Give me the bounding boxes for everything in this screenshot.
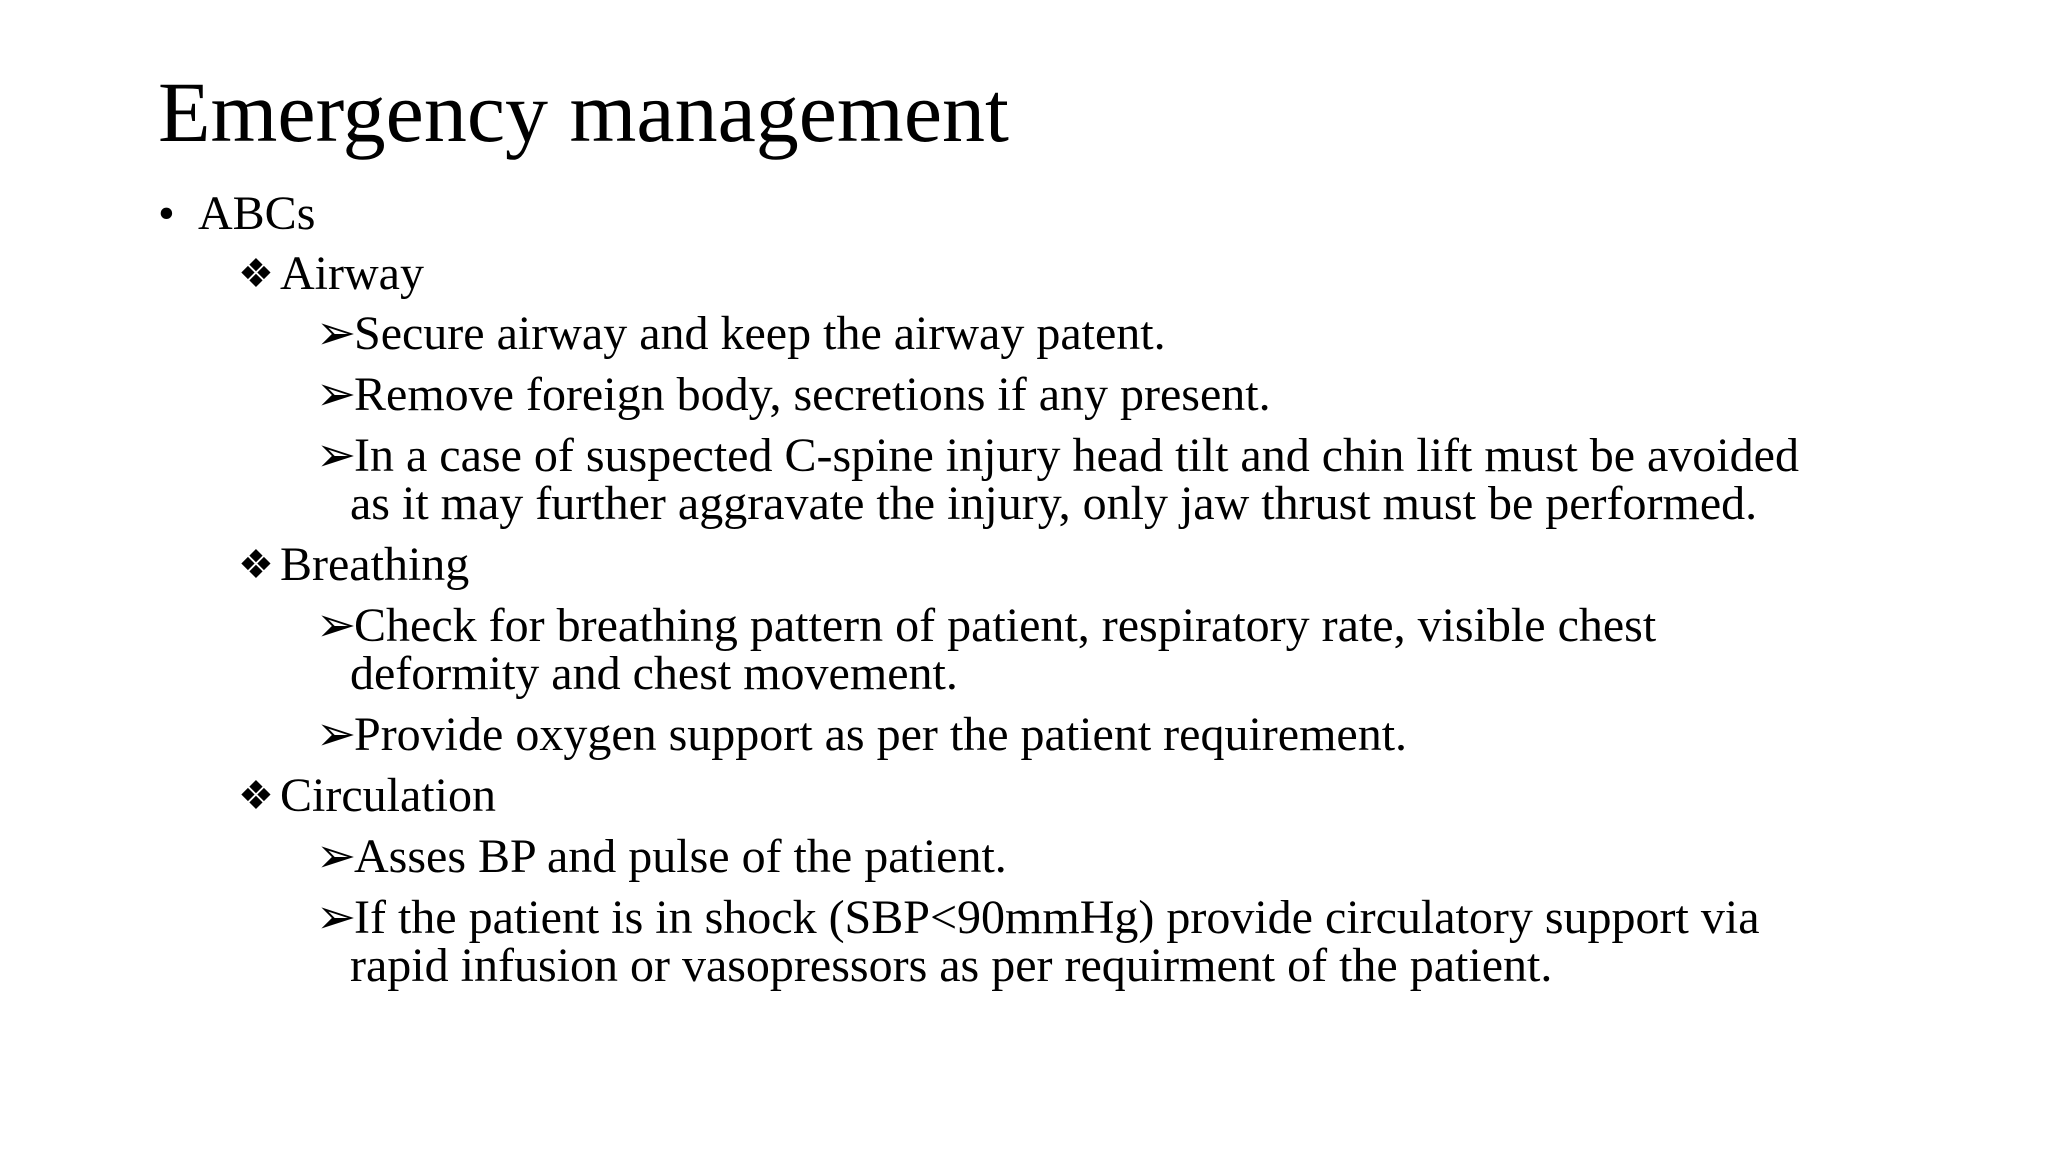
circulation-shock-line2: rapid infusion or vasopressors as per requirment of the patient. [350,939,1553,992]
airway-heading: Airway [280,247,424,300]
abcs-label: ABCs [198,187,316,240]
airway-item-text: Remove foreign body, secretions if any present. [354,368,1271,421]
arrow-bullet-icon: ➢ [316,307,357,360]
slide-title: Emergency management [158,64,1009,160]
circulation-shock-line1: If the patient is in shock (SBP<90mmHg) provide circulatory support via [354,891,1760,944]
arrow-bullet-icon: ➢ [316,599,357,652]
circulation-heading: Circulation [280,769,496,822]
airway-item [316,369,1271,421]
breathing-oxygen-text: Provide oxygen support as per the patient requirement. [354,708,1408,761]
circulation-assess-text: Asses BP and pulse of the patient. [354,830,1007,883]
bullet-airway [238,248,424,300]
breathing-check-line2: deformity and chest movement. [350,647,958,700]
breathing-check-line1: Check for breathing pattern of patient, respiratory rate, visible chest [354,599,1657,652]
diamond-bullet-icon: ❖ [238,773,274,818]
diamond-bullet-icon: ❖ [238,542,274,587]
diamond-bullet-icon: ❖ [238,251,274,296]
arrow-bullet-icon: ➢ [316,429,357,482]
circulation-shock-item [316,892,1760,944]
arrow-bullet-icon: ➢ [316,368,357,421]
airway-cspine-item [316,430,1799,482]
arrow-bullet-icon: ➢ [316,830,357,883]
circulation-assess-item [316,831,1007,883]
arrow-bullet-icon: ➢ [316,891,357,944]
breathing-oxygen-item [316,709,1407,761]
arrow-bullet-icon: ➢ [316,708,357,761]
bullet-abcs [158,188,315,240]
round-bullet-icon: • [158,187,175,240]
breathing-check-item [316,600,1656,652]
bullet-circulation [238,770,496,822]
airway-item [316,308,1166,360]
airway-item-text: Secure airway and keep the airway patent. [354,307,1166,360]
bullet-breathing [238,539,469,591]
airway-cspine-line2: as it may further aggravate the injury, only jaw thrust must be performed. [350,477,1758,530]
airway-cspine-line1: In a case of suspected C-spine injury head tilt and chin lift must be avoided [354,429,1799,482]
breathing-heading: Breathing [280,538,470,591]
